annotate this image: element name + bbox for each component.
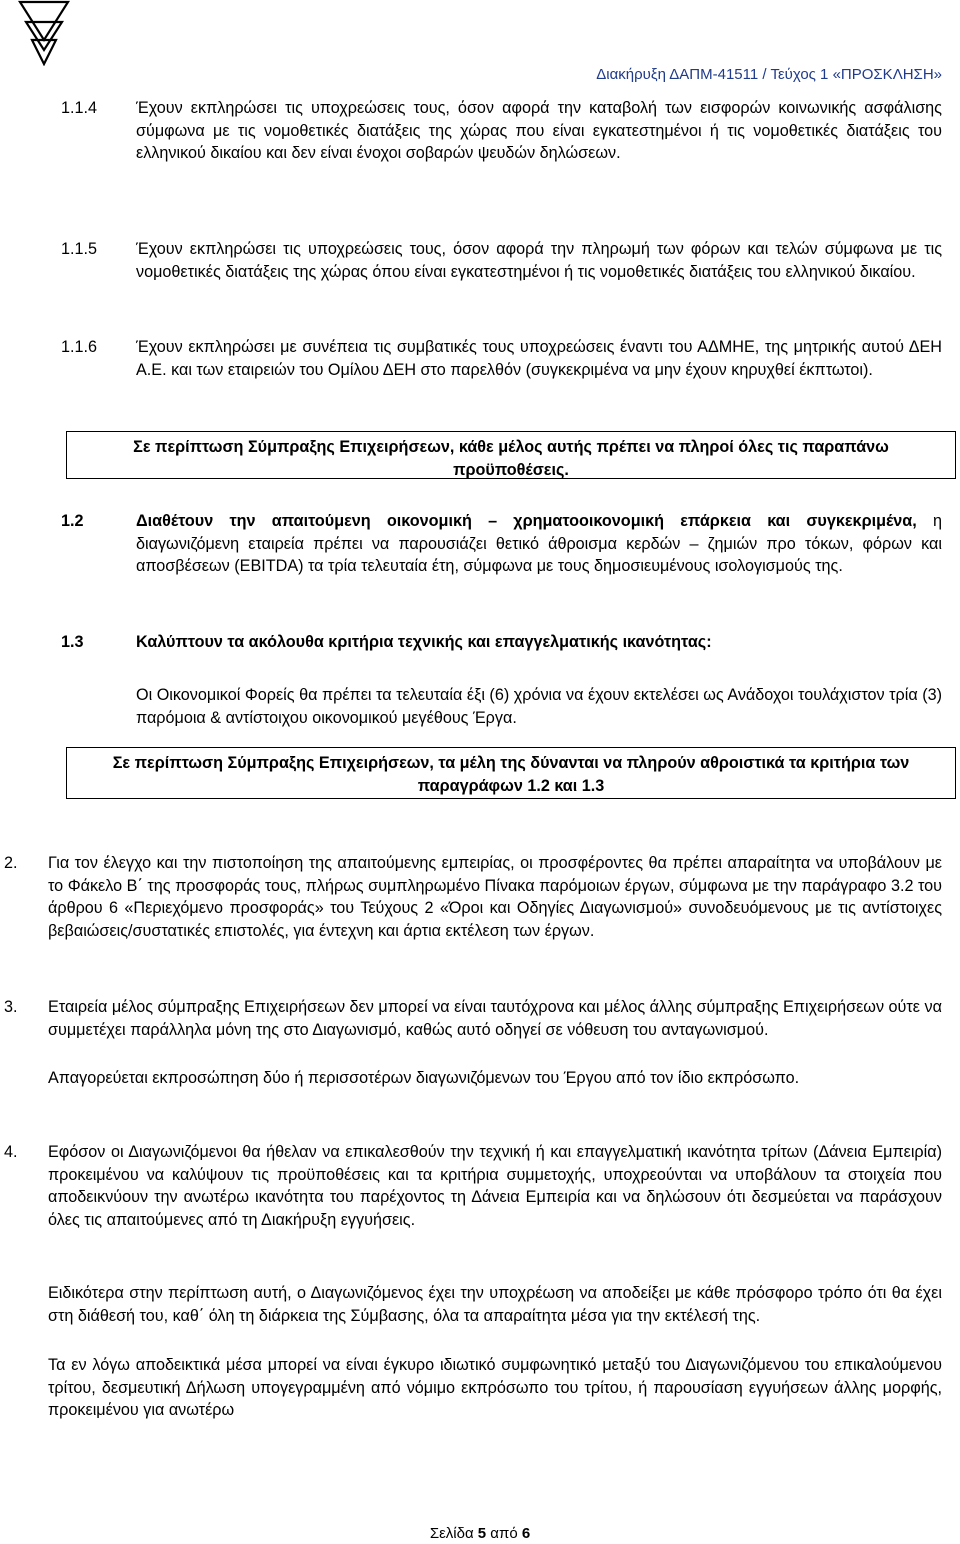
document-reference: Διακήρυξη ΔΑΠΜ-41511 / Τεύχος 1 «ΠΡΟΣΚΛΗΣΗ» <box>596 66 942 83</box>
section-1-1-5-text: Έχουν εκπληρώσει τις υποχρεώσεις τους, όσον αφορά την πληρωμή των φόρων και τελών σύμφωνα με τις νομοθετικές διατάξεις της χώρας όπου είναι εγκατεστημένοι ή τις νομοθετικές διατάξεις του ελληνικού δικαίου. <box>136 240 942 281</box>
footer-prefix: Σελίδα <box>429 1525 478 1542</box>
section-1-2-text <box>136 510 942 578</box>
page-footer <box>0 1525 960 1542</box>
organization-logo <box>18 0 70 66</box>
section-number-1-1-6: 1.1.6 <box>61 338 98 356</box>
section-1-1-6-text: Έχουν εκπληρώσει με συνέπεια τις συμβατικές τους υποχρεώσεις έναντι του ΑΔΜΗΕ, της μητρικής αυτού ΔΕΗ Α.Ε. και των εταιρειών του Ομίλου ΔΕΗ στο παρελθόν (συγκεκριμένα να μην έχουν κηρυχθεί έκπτωτοι). <box>136 338 942 379</box>
section-number-1-1-5: 1.1.5 <box>61 240 98 258</box>
paragraph-4-text: Εφόσον οι Διαγωνιζόμενοι θα ήθελαν να επικαλεσθούν την τεχνική ή και επαγγελματική ικανότητα τρίτων (Δάνεια Εμπειρία) προκειμένου να καλύψουν τις προϋποθέσεις και τα κριτήρια συμμετοχής, υποχρεούνται να υποβάλουν τα στοιχεία που αποδεικνύουν την ανωτέρω ικανότητα του παρέχοντος τη Δάνεια Εμπειρία και να δηλώσουν ότι δεσμεύεται να παράσχουν όλες τις απαιτούμενες από τη Διακήρυξη εγγυήσεις. <box>48 1143 942 1229</box>
paragraph-3-text-2: Απαγορεύεται εκπροσώπηση δύο ή περισσοτέρων διαγωνιζόμενων του Έργου από τον ίδιο εκπρόσωπο. <box>48 1069 800 1087</box>
consortium-note-box: Σε περίπτωση Σύμπραξης Επιχειρήσεων, κάθε μέλος αυτής πρέπει να πληροί όλες τις παραπάνω προϋποθέσεις. <box>66 431 956 479</box>
paragraph-4-text-2: Ειδικότερα στην περίπτωση αυτή, ο Διαγωνιζόμενος έχει την υποχρέωση να αποδείξει με κάθε πρόσφορο τρόπο ότι θα έχει στη διάθεσή του, καθ΄ όλη τη διάρκεια της Σύμβασης, όλα τα απαραίτητα μέσα για την εκτέλεσή της. <box>48 1284 942 1325</box>
section-1-1-4-body: Έχουν εκπληρώσει τις υποχρεώσεις τους, όσον αφορά την καταβολή των εισφορών κοινωνικής ασφάλισης σύμφωνα με τις νομοθετικές διατάξεις της χώρας που είναι εγκατεστημένοι ή τις νομοθετικές διατάξεις του ελληνικού δικαίου και δεν είναι ένοχοι σοβαρών ψευδών δηλώσεων. <box>136 99 942 162</box>
paragraph-4-text-3: Τα εν λόγω αποδεικτικά μέσα μπορεί να είναι έγκυρο ιδιωτικό συμφωνητικό μεταξύ του Διαγωνιζόμενου του επικαλούμενου τρίτου, δεσμευτική Δήλωση υπογεγραμμένη από νόμιμο εκπρόσωπο του τρίτου, ή παρουσίαση εγγυήσεων άλλης μορφής, προκειμένου για ανωτέρω <box>48 1356 942 1419</box>
paragraph-number-3: 3. <box>4 998 18 1016</box>
section-1-1-4-text <box>136 97 942 165</box>
section-number-1-1-4: 1.1.4 <box>61 99 98 117</box>
paragraph-2-text: Για τον έλεγχο και την πιστοποίηση της απαιτούμενης εμπειρίας, οι προσφέροντες θα πρέπει απαραίτητα να υποβάλουν με το Φάκελο Β΄ της προσφοράς τους, πλήρως συμπληρωμένο Πίνακα παρόμοιων έργων, σύμφωνα με την παράγραφο 3.2 του άρθρου 6 «Περιεχόμενο προσφοράς» του Τεύχους 2 «Όροι και Οδηγίες Διαγωνισμού» συνοδευόμενους με τις αντίστοιχες βεβαιώσεις/συστατικές επιστολές, για έντεχνη και άρτια εκτέλεση των έργων. <box>48 854 942 940</box>
section-1-3-text: Οι Οικονομικοί Φορείς θα πρέπει τα τελευταία έξι (6) χρόνια να έχουν εκτελέσει ως Ανάδοχοι τουλάχιστον τρία (3) παρόμοια & αντίστοιχου οικονομικού μεγέθους Έργα. <box>136 686 942 727</box>
footer-middle: από <box>486 1525 522 1542</box>
section-1-3-heading: Καλύπτουν τα ακόλουθα κριτήρια τεχνικής και επαγγελματικής ικανότητας: <box>136 633 712 651</box>
current-page-number: 5 <box>477 1525 487 1542</box>
consortium-criteria-box: Σε περίπτωση Σύμπραξης Επιχειρήσεων, τα μέλη της δύνανται να πληρούν αθροιστικά τα κριτήρια των παραγράφων 1.2 και 1.3 <box>66 747 956 799</box>
paragraph-3-text: Εταιρεία μέλος σύμπραξης Επιχειρήσεων δεν μπορεί να είναι ταυτόχρονα και μέλος άλλης σύμπραξης Επιχειρήσεων ούτε να συμμετέχει παράλληλα μόνη της στο Διαγωνισμό, καθώς αυτό οδηγεί σε νόθευση του ανταγωνισμού. <box>48 998 942 1039</box>
section-1-2-bold-text: Διαθέτουν την απαιτούμενη οικονομική – χρηματοοικονομική επάρκεια και συγκεκριμένα, <box>136 512 917 530</box>
section-1-2-body: η διαγωνιζόμενη εταιρεία πρέπει να παρουσιάζει θετικό άθροισμα κερδών – ζημιών προ τόκων, φόρων και αποσβέσεων (EBITDA) τα τρία τελευταία έτη, σύμφωνα με τους δημοσιευμένους ισολογισμούς της. <box>136 512 942 575</box>
section-number-1-2: 1.2 <box>61 512 84 530</box>
paragraph-number-4: 4. <box>4 1143 18 1161</box>
paragraph-number-2: 2. <box>4 854 18 872</box>
total-pages-number: 6 <box>521 1525 531 1542</box>
section-number-1-3: 1.3 <box>61 633 84 651</box>
